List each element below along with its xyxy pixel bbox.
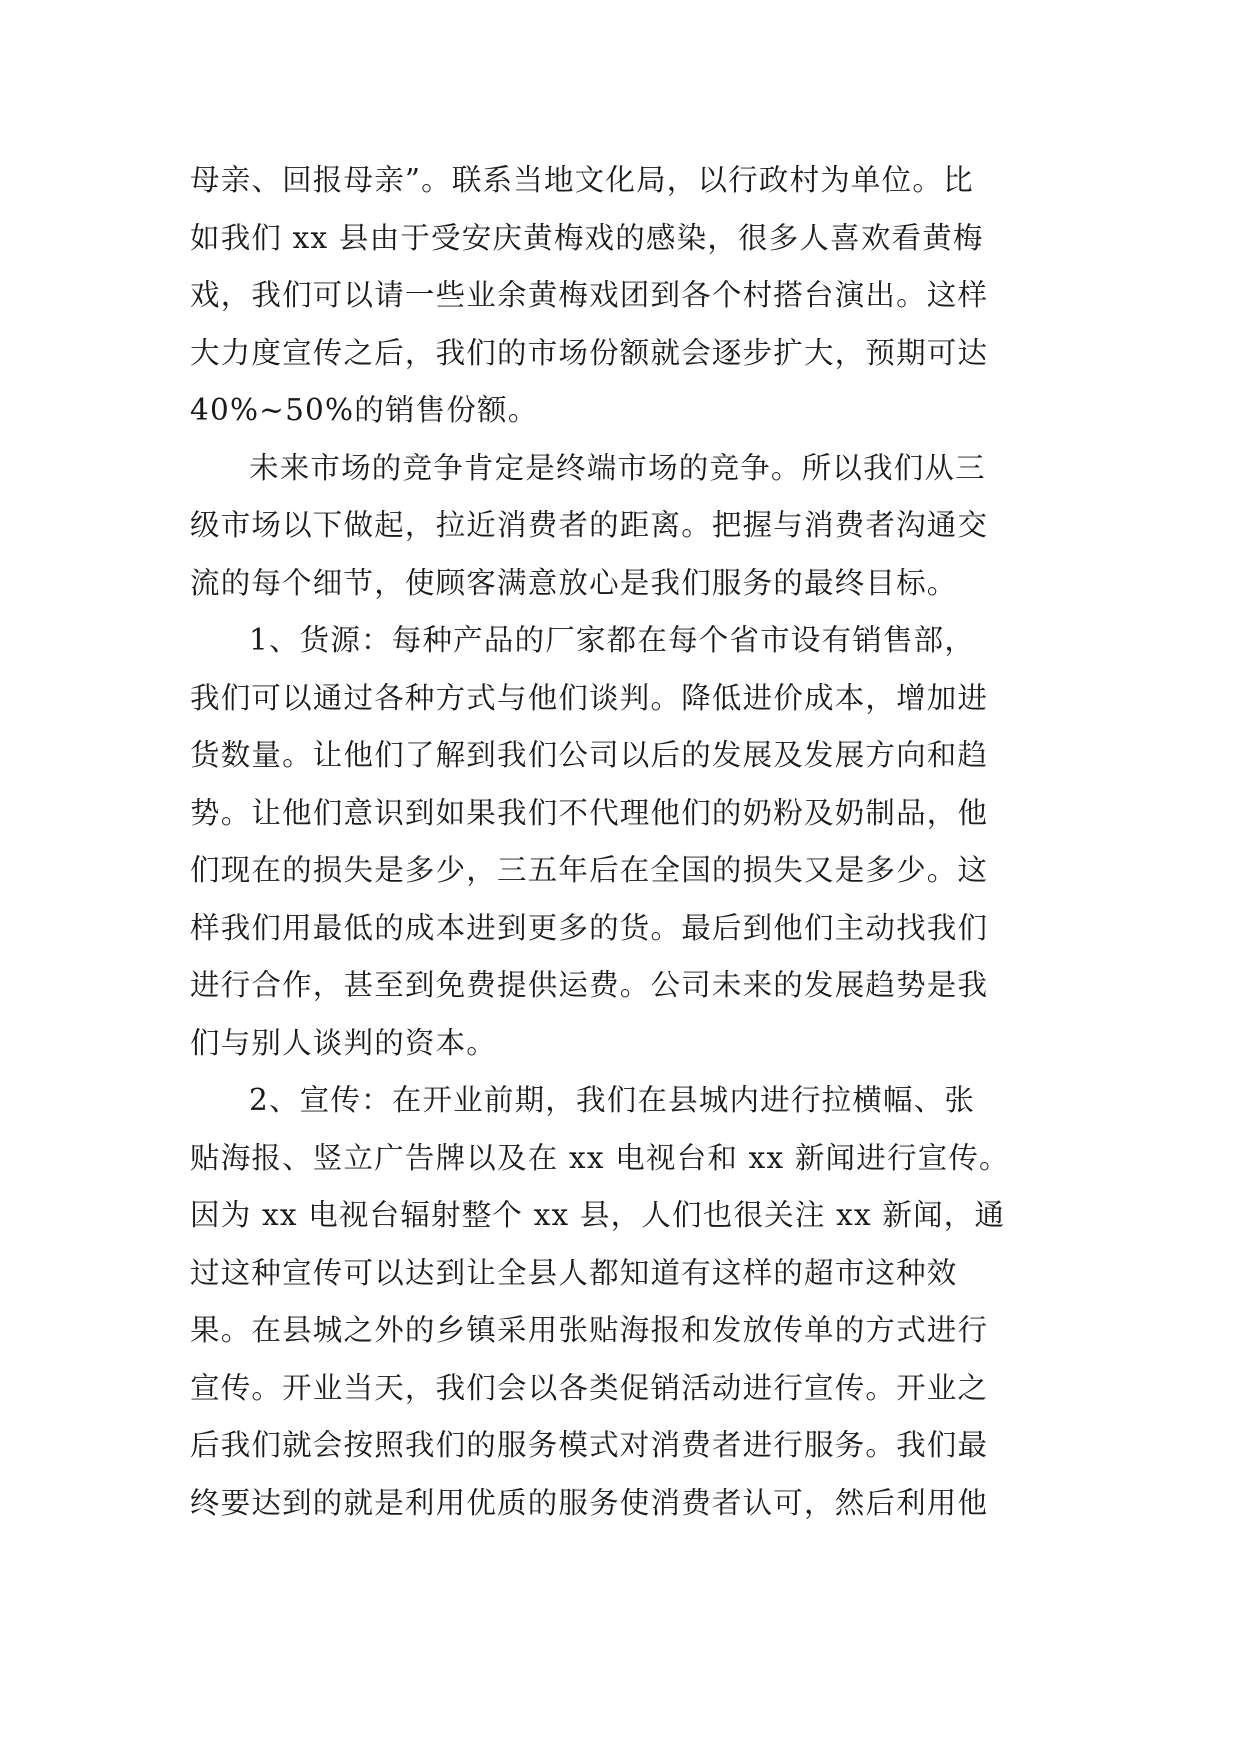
paragraph-3 bbox=[190, 612, 1066, 1072]
paragraph-2 bbox=[190, 440, 1066, 613]
text-line: 1、货源：每种产品的厂家都在每个省市设有销售部， bbox=[249, 623, 976, 657]
text-line: 过这种宣传可以达到让全县人都知道有这样的超市这种效 bbox=[190, 1255, 958, 1290]
paragraph-1 bbox=[190, 152, 1066, 440]
text-line: 流的每个细节，使顾客满意放心是我们服务的最终目标。 bbox=[190, 565, 958, 600]
text-line: 货数量。让他们了解到我们公司以后的发展及发展方向和趋 bbox=[190, 738, 989, 772]
text-line: 40%~50%的销售份额。 bbox=[190, 393, 539, 427]
text-line: 我们可以通过各种方式与他们谈判。降低进价成本，增加进 bbox=[190, 680, 989, 715]
text-line: 们与别人谈判的资本。 bbox=[190, 1025, 498, 1060]
text-line: 大力度宣传之后，我们的市场份额就会逐步扩大，预期可达 bbox=[190, 335, 989, 370]
text-line: 贴海报、竖立广告牌以及在 xx 电视台和 xx 新闻进行宣传。 bbox=[190, 1140, 1010, 1175]
text-line: 终要达到的就是利用优质的服务使消费者认可，然后利用他 bbox=[190, 1485, 989, 1520]
text-line: 未来市场的竞争肯定是终端市场的竞争。所以我们从三 bbox=[249, 450, 986, 485]
text-line: 2、宣传：在开业前期，我们在县城内进行拉横幅、张 bbox=[249, 1083, 976, 1117]
text-line: 势。让他们意识到如果我们不代理他们的奶粉及奶制品，他 bbox=[190, 795, 989, 830]
paragraph-4 bbox=[190, 1072, 1066, 1532]
text-line: 果。在县城之外的乡镇采用张贴海报和发放传单的方式进行 bbox=[190, 1313, 989, 1347]
text-line: 戏，我们可以请一些业余黄梅戏团到各个村搭台演出。这样 bbox=[190, 278, 989, 312]
text-line: 因为 xx 电视台辐射整个 xx 县，人们也很关注 xx 新闻，通 bbox=[190, 1198, 1006, 1232]
text-line: 们现在的损失是多少，三五年后在全国的损失又是多少。这 bbox=[190, 853, 989, 887]
text-line: 样我们用最低的成本进到更多的货。最后到他们主动找我们 bbox=[190, 910, 989, 945]
text-line: 后我们就会按照我们的服务模式对消费者进行服务。我们最 bbox=[190, 1428, 989, 1462]
text-line: 如我们 xx 县由于受安庆黄梅戏的感染，很多人喜欢看黄梅 bbox=[190, 220, 984, 255]
text-line: 级市场以下做起，拉近消费者的距离。把握与消费者沟通交 bbox=[190, 508, 989, 542]
text-line: 母亲、回报母亲”。联系当地文化局，以行政村为单位。比 bbox=[190, 163, 974, 197]
document-body bbox=[190, 152, 1066, 1532]
text-line: 进行合作，甚至到免费提供运费。公司未来的发展趋势是我 bbox=[190, 968, 989, 1002]
text-line: 宣传。开业当天，我们会以各类促销活动进行宣传。开业之 bbox=[190, 1370, 989, 1405]
